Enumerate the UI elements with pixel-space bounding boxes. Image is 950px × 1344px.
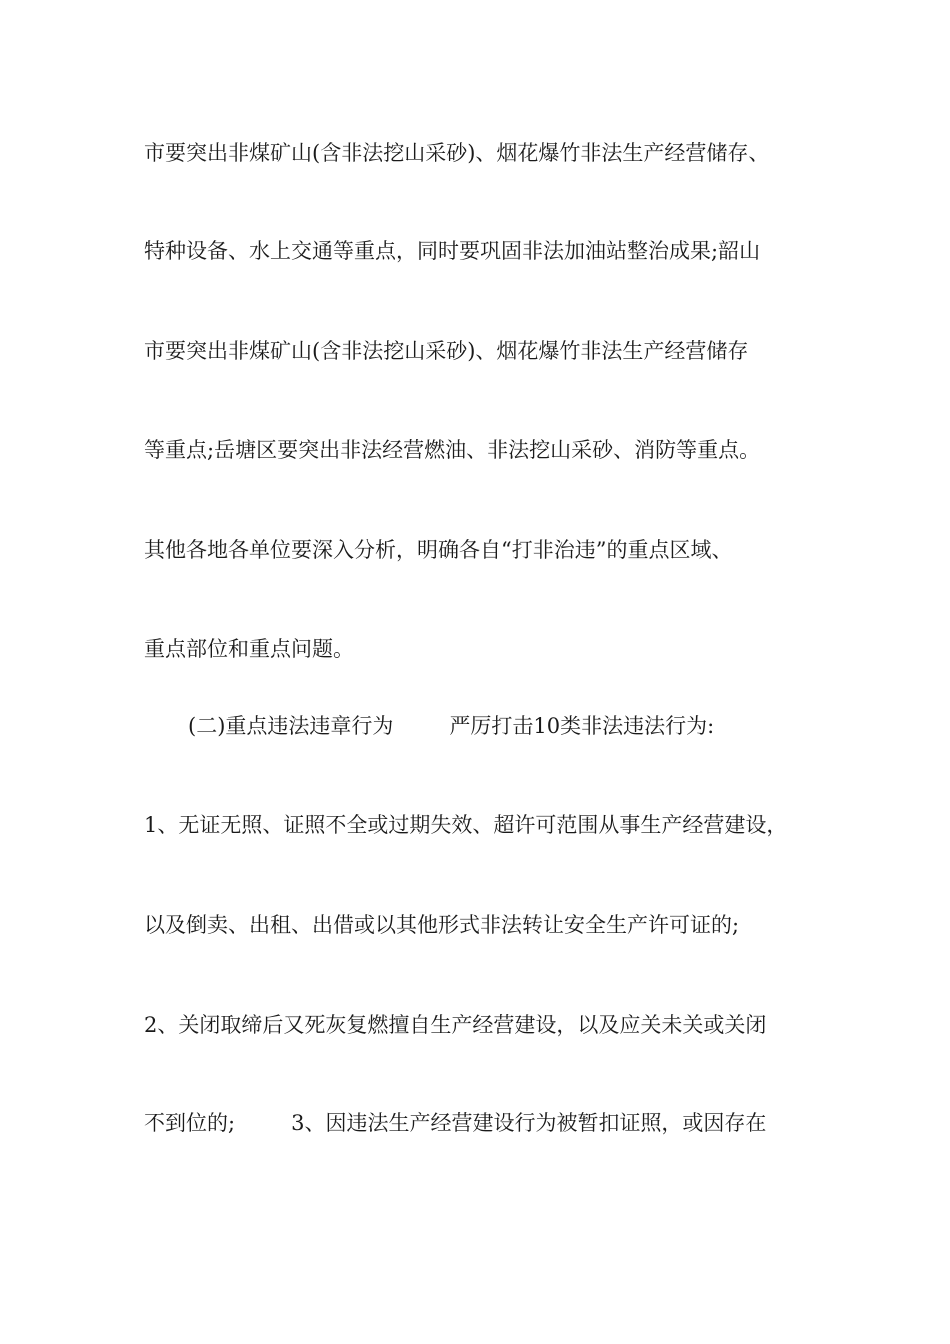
section-heading: (二)重点违法违章行为 [188, 714, 394, 738]
text-line: 重点部位和重点问题。 [144, 637, 354, 661]
list-item: 2、关闭取缔后又死灰复燃擅自生产经营建设，以及应关未关或关闭 [144, 1013, 767, 1037]
list-item: 1、无证无照、证照不全或过期失效、超许可范围从事生产经营建设， [144, 813, 788, 837]
text-line: 等重点;岳塘区要突出非法经营燃油、非法挖山采砂、消防等重点。 [144, 438, 761, 462]
text-line: 市要突出非煤矿山(含非法挖山采砂)、烟花爆竹非法生产经营储存 [144, 339, 749, 363]
text-line: 市要突出非煤矿山(含非法挖山采砂)、烟花爆竹非法生产经营储存、 [144, 141, 770, 165]
section-intro: 严厉打击10类非法违法行为: [449, 714, 715, 738]
list-item-line [144, 1108, 844, 1138]
list-item: 3、因违法生产经营建设行为被暂扣证照，或因存在 [291, 1111, 767, 1135]
text-line: 特种设备、水上交通等重点，同时要巩固非法加油站整治成果;韶山 [144, 239, 761, 263]
list-item: 不到位的; [144, 1111, 236, 1135]
list-item: 以及倒卖、出租、出借或以其他形式非法转让安全生产许可证的; [144, 913, 740, 937]
section-line [188, 711, 888, 741]
text-line: 其他各地各单位要深入分析，明确各自“打非治违”的重点区域、 [144, 538, 733, 562]
